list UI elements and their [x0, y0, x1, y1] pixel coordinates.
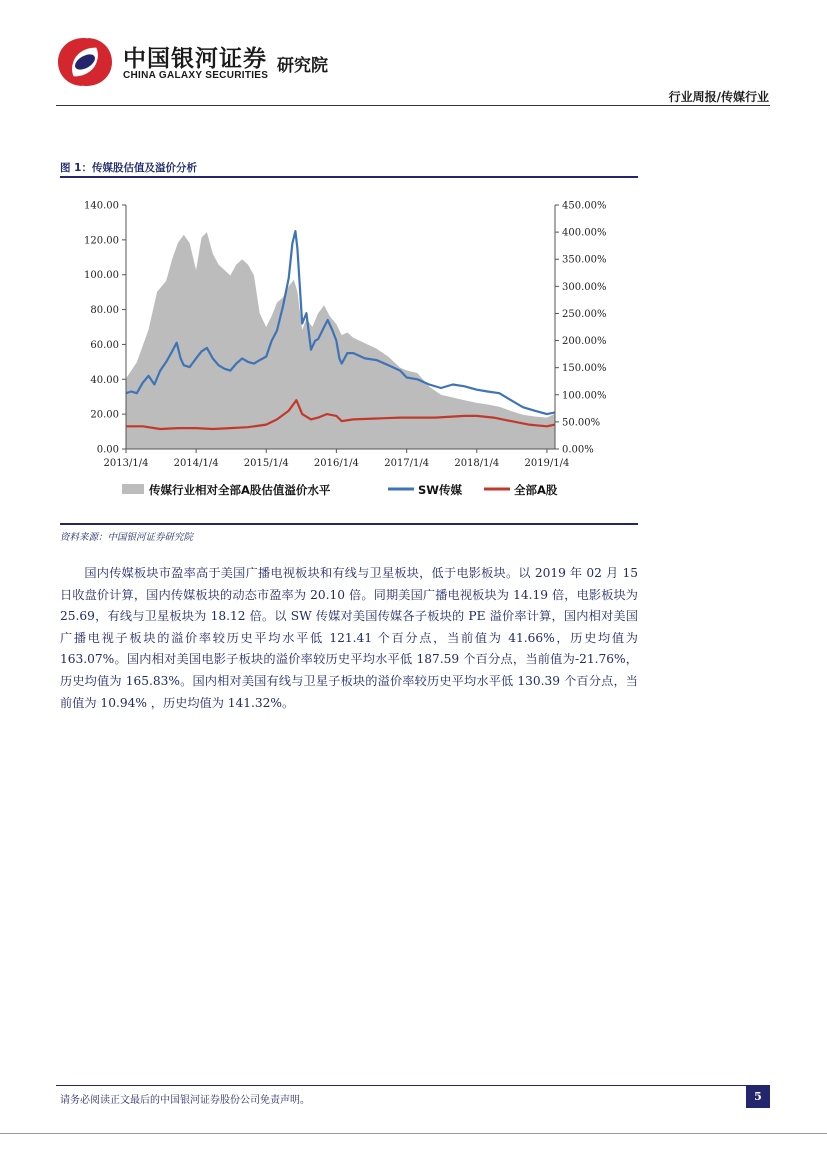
legend-swatch-1: [122, 484, 144, 494]
china-galaxy-logo: [56, 36, 114, 88]
right-tick-label: 50.00%: [562, 417, 601, 429]
right-tick-label: 450.00%: [562, 200, 607, 212]
right-tick-label: 400.00%: [562, 227, 607, 239]
figure-source: 资料来源：中国银河证券研究院: [60, 532, 194, 543]
left-tick-label: 120.00: [84, 235, 119, 247]
x-tick-label: 2014/1/4: [173, 458, 219, 469]
left-tick-label: 80.00: [90, 305, 119, 317]
right-tick-label: 0.00%: [562, 444, 594, 456]
x-tick-label: 2015/1/4: [243, 458, 289, 469]
figure-bottom-rule: [60, 523, 638, 525]
right-tick-label: 350.00%: [562, 254, 607, 266]
right-tick-label: 250.00%: [562, 308, 607, 320]
left-tick-label: 100.00: [84, 270, 119, 282]
left-tick-label: 40.00: [90, 374, 119, 386]
left-tick-label: 60.00: [90, 339, 119, 351]
body-paragraph: 国内传媒板块市盈率高于美国广播电视板块和有线与卫星板块，低于电影板块。以 2019 年 02 月 15 日收盘价计算，国内传媒板块的动态市盈率为 20.10 倍。同期美国广播电视板块为 14.19 倍，电影板块为 25.69，有线与卫星板块为 18.12 倍。以 SW 传媒对美国传媒各子板块的 PE 溢价率计算，国内相对美国广播电视子板块的溢价率较历史平均水平低 121.41 个百分点，当前值为 41.66%，历史均值为 163.07%。国内相对美国电影子板块的溢价率较历史平均水平低 187.59 个百分点，当前值为-21.76%，历史均值为 165.83%。国内相对美国有线与卫星子板块的溢价率较历史平均水平低 130.39 个百分点，当前值为 10.94% ，历史均值为 141.32%。: [60, 566, 638, 710]
left-tick-label: 140.00: [84, 200, 119, 212]
right-tick-label: 300.00%: [562, 281, 607, 293]
x-tick-label: 2016/1/4: [313, 458, 359, 469]
header-divider: [56, 105, 770, 106]
x-tick-label: 2019/1/4: [524, 458, 570, 469]
legend-label-2: SW传媒: [418, 483, 462, 497]
legend-label-1: 传媒行业相对全部A股估值溢价水平: [149, 483, 331, 497]
institute-name: 研究院: [277, 56, 328, 76]
figure-title: 图 1：传媒股估值及溢价分析: [60, 162, 197, 174]
legend-label-3: 全部A股: [514, 483, 558, 497]
x-tick-label: 2013/1/4: [103, 458, 149, 469]
left-tick-label: 20.00: [90, 409, 119, 421]
page-number: 5: [746, 1086, 770, 1108]
figure-top-rule: [60, 176, 638, 178]
x-tick-label: 2017/1/4: [384, 458, 430, 469]
brand-name-en: CHINA GALAXY SECURITIES: [123, 70, 269, 81]
report-category: 行业周报/传媒行业: [668, 90, 769, 104]
right-tick-label: 200.00%: [562, 336, 607, 348]
right-tick-label: 100.00%: [562, 390, 607, 402]
footer-divider: [56, 1085, 770, 1086]
footer-disclaimer: 请务必阅读正文最后的中国银河证券股份公司免责声明。: [60, 1095, 310, 1106]
right-tick-label: 150.00%: [562, 363, 607, 375]
page-bottom-rule: [0, 1133, 827, 1134]
left-tick-label: 0.00: [96, 444, 119, 456]
x-tick-label: 2018/1/4: [454, 458, 500, 469]
brand-name-cn: 中国银河证券: [123, 46, 267, 72]
valuation-chart: [60, 185, 638, 515]
